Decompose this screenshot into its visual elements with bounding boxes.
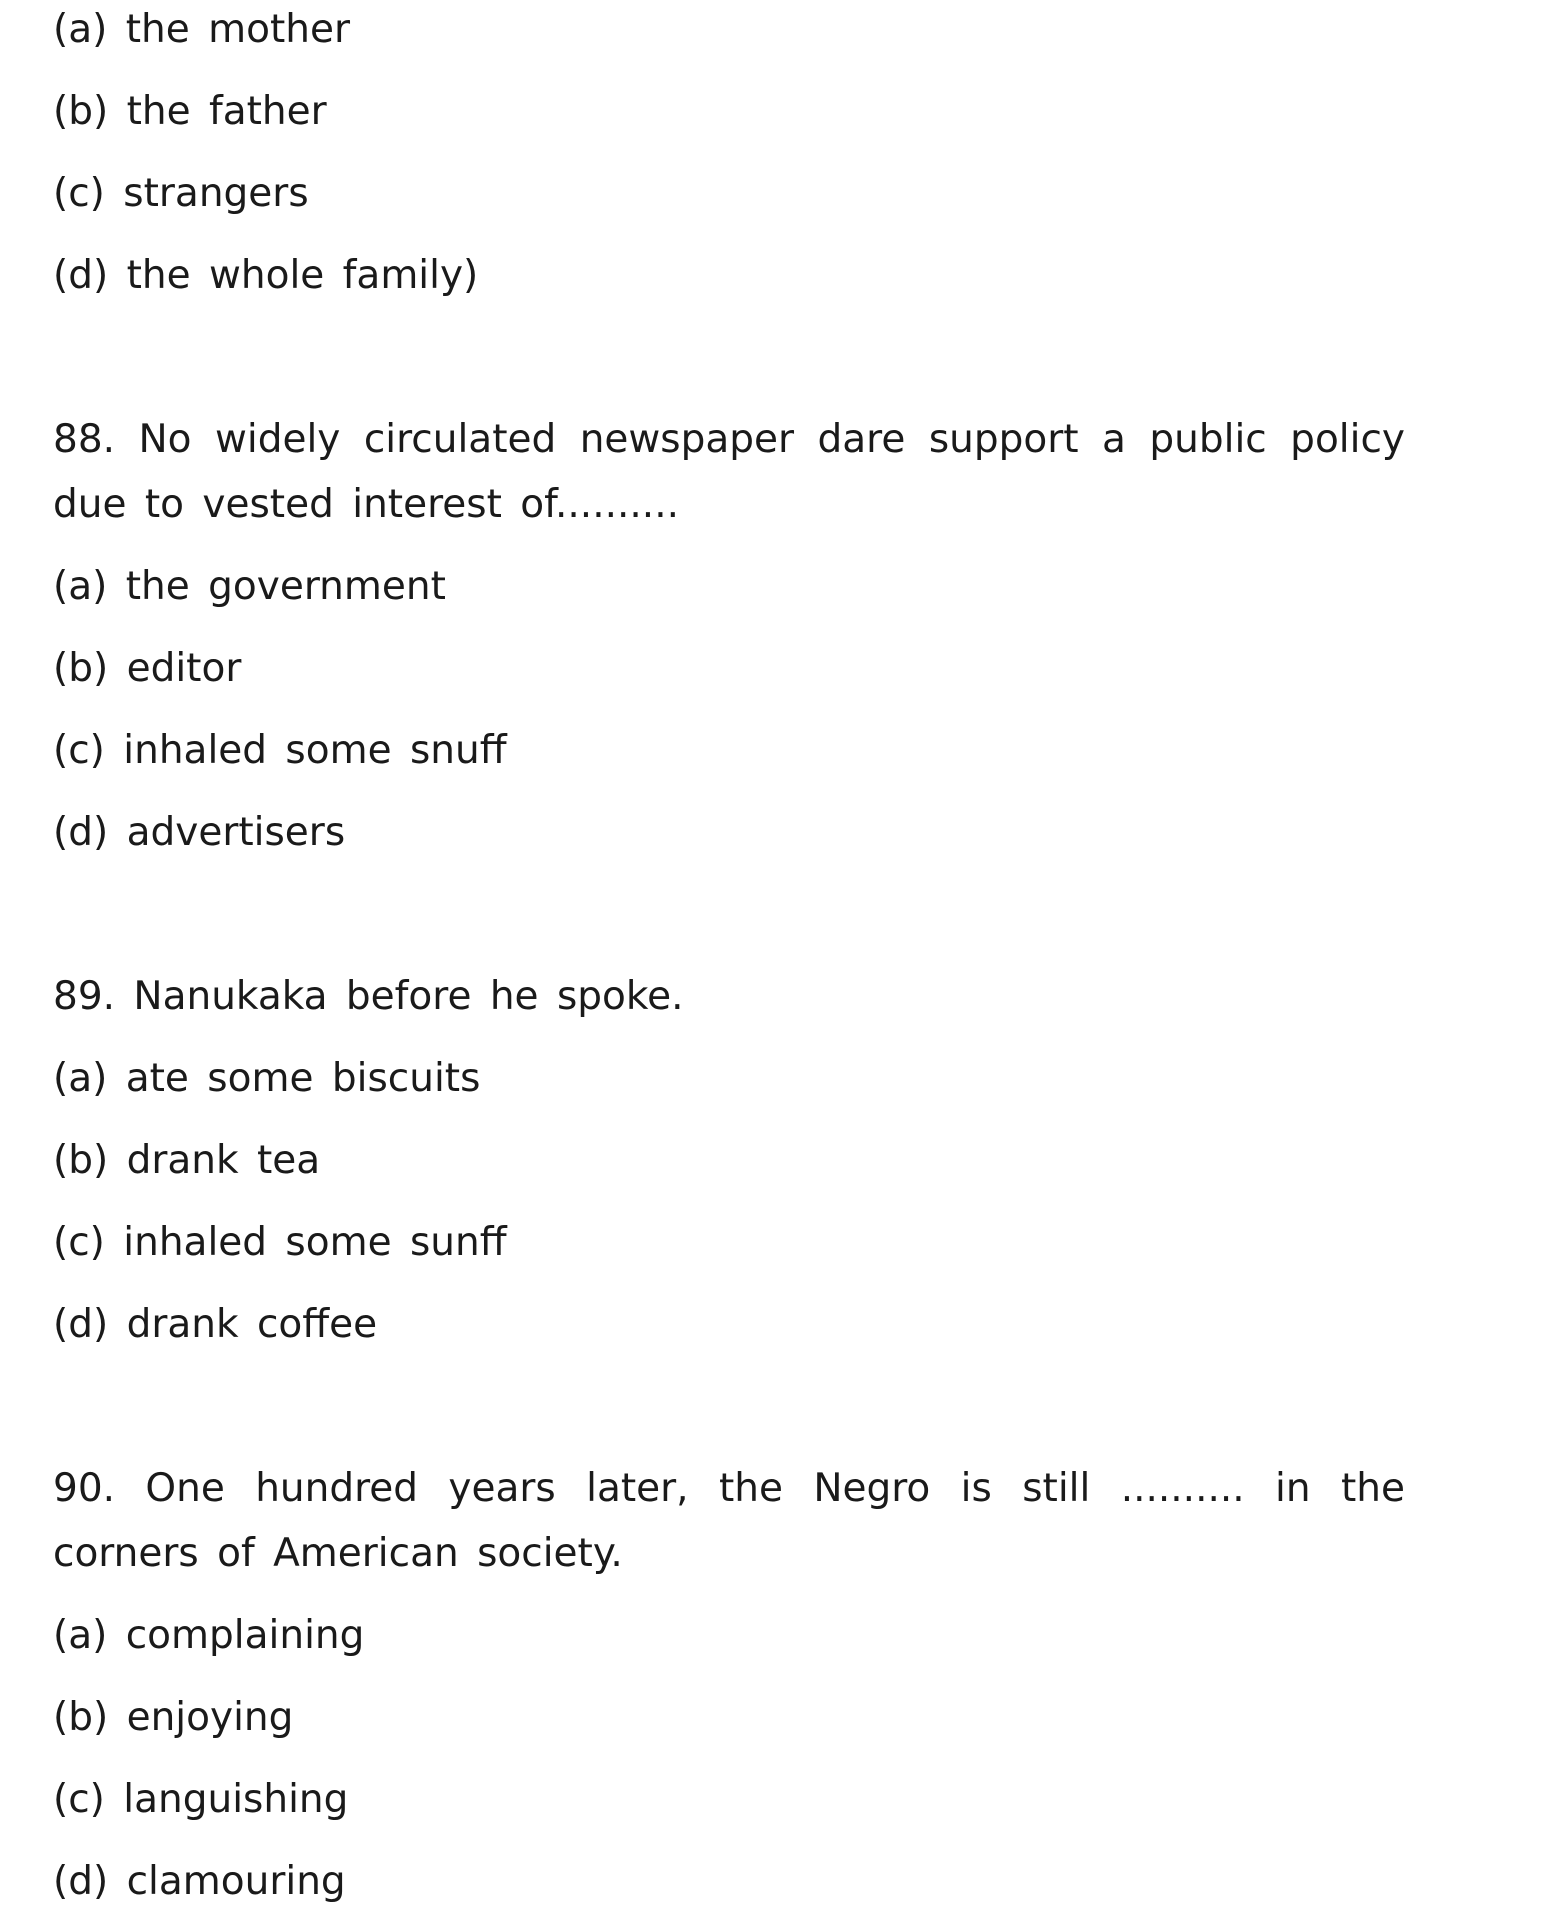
question-89-option-c: (c) inhaled some sunff: [53, 1220, 507, 1265]
question-89-text: 89. Nanukaka before he spoke.: [53, 974, 684, 1019]
question-90-option-a: (a) complaining: [53, 1613, 365, 1658]
question-90-option-d: (d) clamouring: [53, 1859, 346, 1904]
question-90-option-c: (c) languishing: [53, 1777, 349, 1822]
question-88-option-b: (b) editor: [53, 646, 242, 691]
option-b: (b) the father: [53, 89, 327, 134]
question-89-option-b: (b) drank tea: [53, 1138, 321, 1183]
question-88-option-c: (c) inhaled some snuff: [53, 728, 507, 773]
question-88-option-a: (a) the government: [53, 564, 446, 609]
question-90-option-b: (b) enjoying: [53, 1695, 294, 1740]
option-a: (a) the mother: [53, 7, 351, 52]
question-88-option-d: (d) advertisers: [53, 810, 346, 855]
question-89-option-a: (a) ate some biscuits: [53, 1056, 481, 1101]
question-90-text: 90. One hundred years later, the Negro is still .......... in the corners of American society.: [53, 1466, 1405, 1576]
option-c: (c) strangers: [53, 171, 309, 216]
question-89-option-d: (d) drank coffee: [53, 1302, 378, 1347]
question-88-text: 88. No widely circulated newspaper dare support a public policy due to vested interest of..........: [53, 417, 1405, 527]
option-d: (d) the whole family): [53, 253, 479, 298]
